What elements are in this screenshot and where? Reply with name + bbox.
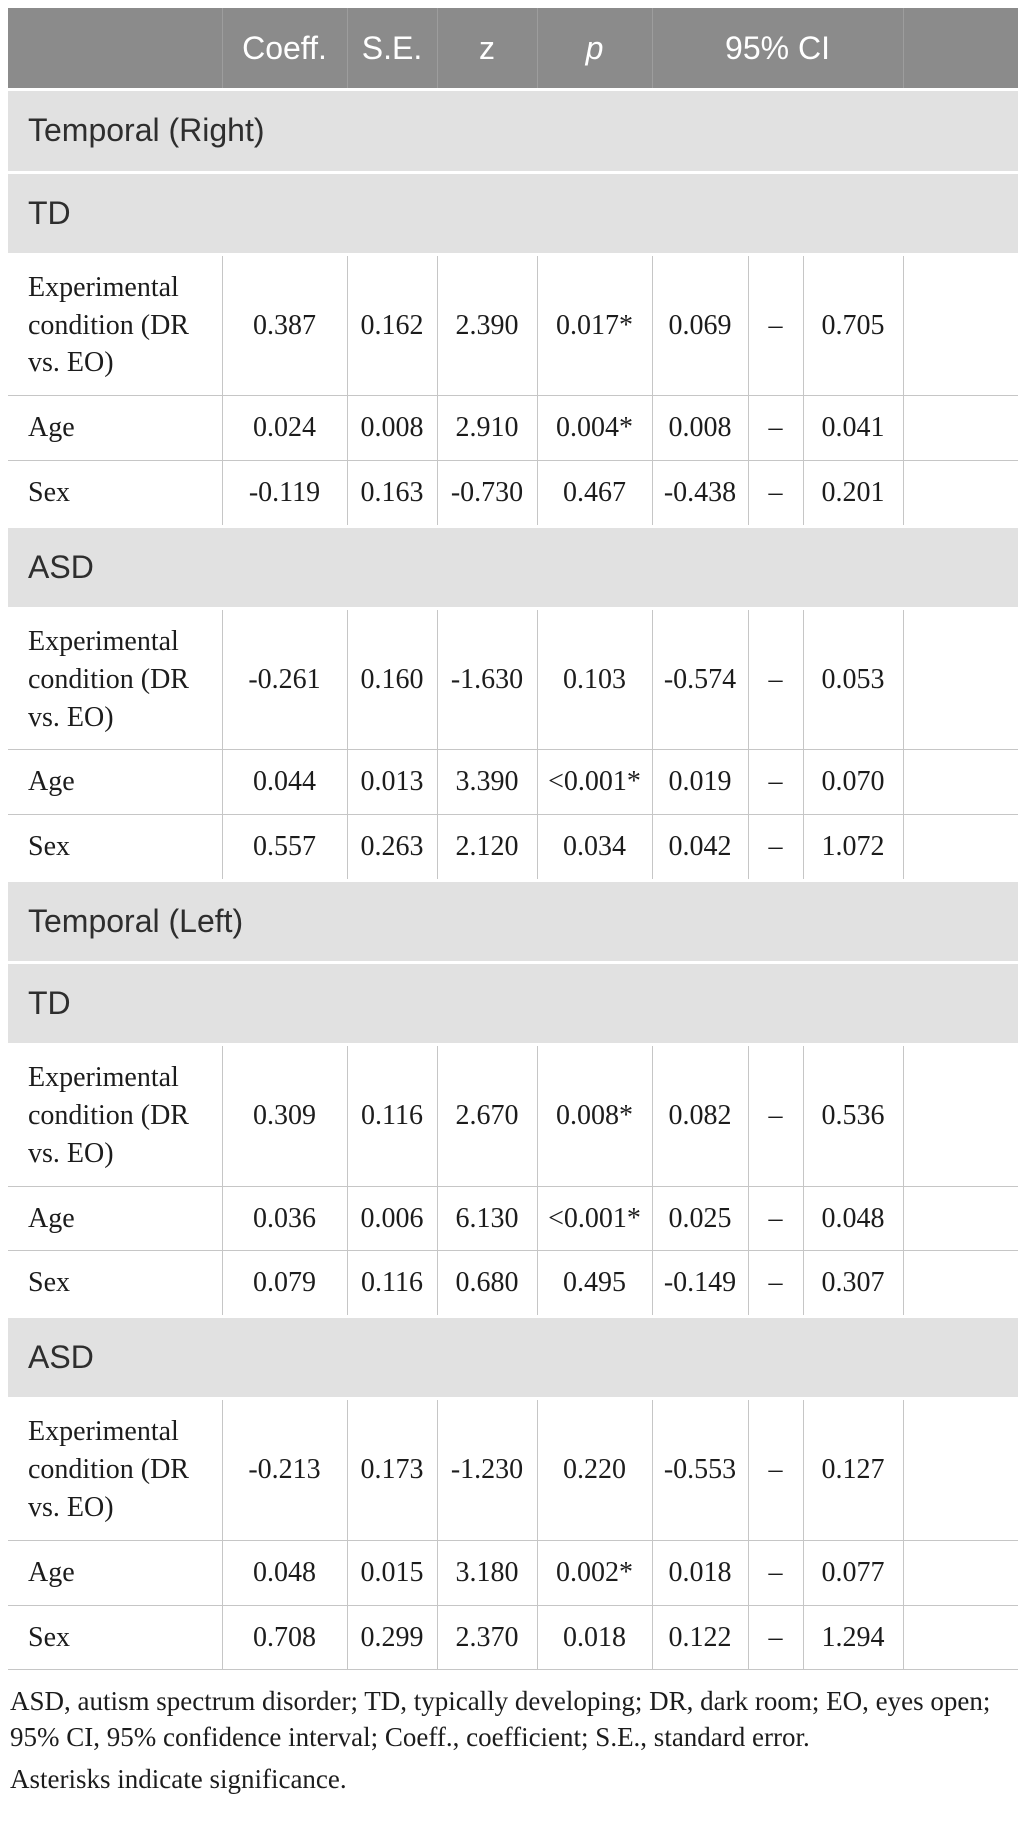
spacer-cell: [903, 1251, 1018, 1317]
coeff-value: 0.309: [222, 1045, 347, 1186]
ci-high-value: 0.307: [803, 1251, 903, 1317]
header-cell-empty: [8, 8, 222, 90]
se-value: 0.008: [347, 396, 437, 461]
coeff-value: -0.213: [222, 1399, 347, 1540]
group-title: TD: [8, 963, 1018, 1045]
ci-high-value: 0.048: [803, 1186, 903, 1251]
group-row-td: [8, 172, 1018, 254]
se-value: 0.163: [347, 460, 437, 526]
z-value: 2.370: [437, 1605, 537, 1670]
p-value: 0.103: [537, 608, 652, 749]
group-row-asd: [8, 526, 1018, 608]
regression-results-table: [8, 8, 1018, 1670]
ci-dash: –: [748, 1540, 803, 1605]
coeff-value: 0.557: [222, 815, 347, 881]
table-row: [8, 750, 1018, 815]
z-value: -1.630: [437, 608, 537, 749]
ci-high-value: 0.070: [803, 750, 903, 815]
ci-high-value: 1.294: [803, 1605, 903, 1670]
se-value: 0.162: [347, 254, 437, 395]
row-label: Sex: [8, 1605, 222, 1670]
p-value: 0.467: [537, 460, 652, 526]
ci-high-value: 0.127: [803, 1399, 903, 1540]
section-row-temporal-right: [8, 90, 1018, 172]
z-value: 2.910: [437, 396, 537, 461]
header-cell-coeff: Coeff.: [222, 8, 347, 90]
ci-low-value: -0.574: [652, 608, 748, 749]
table-row: [8, 1399, 1018, 1540]
group-title: ASD: [8, 1317, 1018, 1399]
coeff-value: 0.387: [222, 254, 347, 395]
group-row-td: [8, 963, 1018, 1045]
ci-high-value: 0.077: [803, 1540, 903, 1605]
table-row: [8, 1186, 1018, 1251]
header-cell-se: S.E.: [347, 8, 437, 90]
ci-low-value: 0.008: [652, 396, 748, 461]
group-title: ASD: [8, 526, 1018, 608]
table-footnotes: [10, 1684, 1020, 1797]
table-row: [8, 1045, 1018, 1186]
ci-dash: –: [748, 1399, 803, 1540]
ci-dash: –: [748, 1251, 803, 1317]
ci-low-value: 0.019: [652, 750, 748, 815]
row-label: Age: [8, 1186, 222, 1251]
ci-dash: –: [748, 1605, 803, 1670]
table-row: [8, 1605, 1018, 1670]
row-label: Experimental condition (DR vs. EO): [8, 254, 222, 395]
coeff-value: 0.044: [222, 750, 347, 815]
coeff-value: 0.708: [222, 1605, 347, 1670]
row-label: Experimental condition (DR vs. EO): [8, 1399, 222, 1540]
z-value: 0.680: [437, 1251, 537, 1317]
z-value: 3.390: [437, 750, 537, 815]
table-header-row: [8, 8, 1018, 90]
ci-dash: –: [748, 1186, 803, 1251]
z-value: 2.120: [437, 815, 537, 881]
ci-dash: –: [748, 396, 803, 461]
row-label: Sex: [8, 815, 222, 881]
z-value: 3.180: [437, 1540, 537, 1605]
row-label: Age: [8, 1540, 222, 1605]
ci-low-value: 0.122: [652, 1605, 748, 1670]
coeff-value: -0.261: [222, 608, 347, 749]
row-label: Age: [8, 396, 222, 461]
ci-high-value: 0.201: [803, 460, 903, 526]
ci-high-value: 0.053: [803, 608, 903, 749]
coeff-value: 0.024: [222, 396, 347, 461]
spacer-cell: [903, 815, 1018, 881]
table-row: [8, 254, 1018, 395]
ci-dash: –: [748, 254, 803, 395]
header-cell-ci: 95% CI: [652, 8, 903, 90]
ci-dash: –: [748, 815, 803, 881]
ci-low-value: 0.025: [652, 1186, 748, 1251]
group-title: TD: [8, 172, 1018, 254]
ci-high-value: 0.536: [803, 1045, 903, 1186]
ci-high-value: 0.705: [803, 254, 903, 395]
table-row: [8, 1540, 1018, 1605]
z-value: 2.390: [437, 254, 537, 395]
coeff-value: 0.079: [222, 1251, 347, 1317]
table-row: [8, 1251, 1018, 1317]
section-title: Temporal (Right): [8, 90, 1018, 172]
spacer-cell: [903, 1399, 1018, 1540]
p-value: 0.220: [537, 1399, 652, 1540]
table-row: [8, 608, 1018, 749]
ci-low-value: -0.553: [652, 1399, 748, 1540]
p-value: <0.001*: [537, 750, 652, 815]
row-label: Age: [8, 750, 222, 815]
p-value: 0.002*: [537, 1540, 652, 1605]
ci-low-value: 0.082: [652, 1045, 748, 1186]
spacer-cell: [903, 608, 1018, 749]
header-cell-spacer: [903, 8, 1018, 90]
z-value: 2.670: [437, 1045, 537, 1186]
p-value: 0.017*: [537, 254, 652, 395]
spacer-cell: [903, 1186, 1018, 1251]
spacer-cell: [903, 254, 1018, 395]
group-row-asd: [8, 1317, 1018, 1399]
se-value: 0.006: [347, 1186, 437, 1251]
spacer-cell: [903, 1605, 1018, 1670]
ci-low-value: 0.042: [652, 815, 748, 881]
row-label: Sex: [8, 460, 222, 526]
ci-low-value: 0.069: [652, 254, 748, 395]
se-value: 0.015: [347, 1540, 437, 1605]
row-label: Experimental condition (DR vs. EO): [8, 1045, 222, 1186]
coeff-value: 0.036: [222, 1186, 347, 1251]
spacer-cell: [903, 1045, 1018, 1186]
p-value: 0.004*: [537, 396, 652, 461]
spacer-cell: [903, 1540, 1018, 1605]
header-cell-p: p: [537, 8, 652, 90]
ci-low-value: 0.018: [652, 1540, 748, 1605]
z-value: -0.730: [437, 460, 537, 526]
ci-high-value: 1.072: [803, 815, 903, 881]
spacer-cell: [903, 396, 1018, 461]
p-value: 0.008*: [537, 1045, 652, 1186]
coeff-value: -0.119: [222, 460, 347, 526]
ci-dash: –: [748, 750, 803, 815]
footnote-abbreviations: ASD, autism spectrum disorder; TD, typically developing; DR, dark room; EO, eyes open; 95% CI, 95% confidence interval; Coeff., coefficient; S.E., standard error.: [10, 1686, 991, 1753]
z-value: 6.130: [437, 1186, 537, 1251]
p-value: <0.001*: [537, 1186, 652, 1251]
se-value: 0.173: [347, 1399, 437, 1540]
spacer-cell: [903, 750, 1018, 815]
ci-low-value: -0.149: [652, 1251, 748, 1317]
se-value: 0.116: [347, 1251, 437, 1317]
se-value: 0.299: [347, 1605, 437, 1670]
coeff-value: 0.048: [222, 1540, 347, 1605]
ci-low-value: -0.438: [652, 460, 748, 526]
section-row-temporal-left: [8, 880, 1018, 962]
spacer-cell: [903, 460, 1018, 526]
table-row: [8, 815, 1018, 881]
ci-dash: –: [748, 460, 803, 526]
z-value: -1.230: [437, 1399, 537, 1540]
se-value: 0.263: [347, 815, 437, 881]
row-label: Experimental condition (DR vs. EO): [8, 608, 222, 749]
table-row: [8, 460, 1018, 526]
header-cell-z: z: [437, 8, 537, 90]
ci-high-value: 0.041: [803, 396, 903, 461]
se-value: 0.116: [347, 1045, 437, 1186]
se-value: 0.013: [347, 750, 437, 815]
se-value: 0.160: [347, 608, 437, 749]
row-label: Sex: [8, 1251, 222, 1317]
p-value: 0.034: [537, 815, 652, 881]
ci-dash: –: [748, 1045, 803, 1186]
table-row: [8, 396, 1018, 461]
section-title: Temporal (Left): [8, 880, 1018, 962]
p-value: 0.495: [537, 1251, 652, 1317]
footnote-significance: Asterisks indicate significance.: [10, 1763, 347, 1794]
ci-dash: –: [748, 608, 803, 749]
p-value: 0.018: [537, 1605, 652, 1670]
